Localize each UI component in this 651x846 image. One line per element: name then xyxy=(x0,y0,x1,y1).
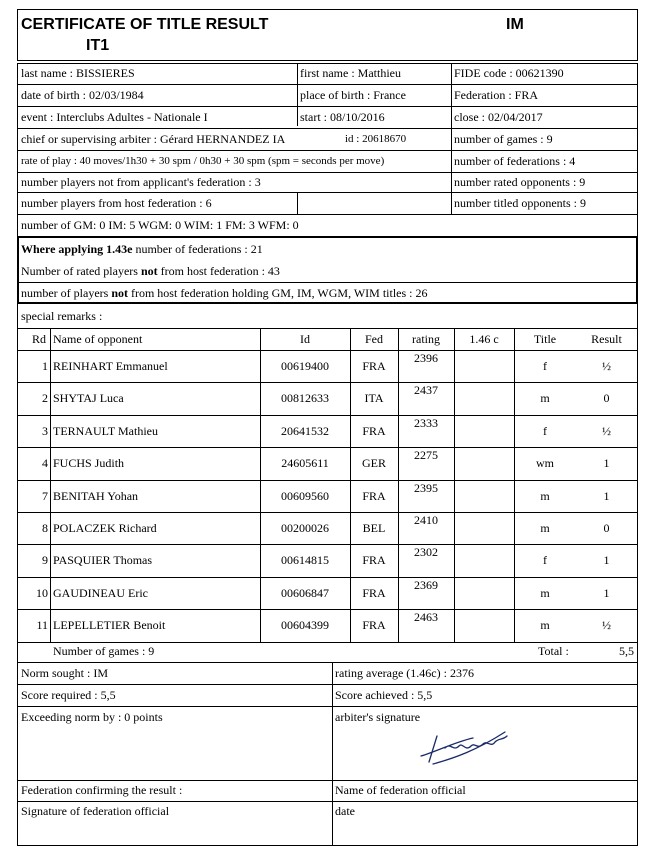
cell-rd: 9 xyxy=(42,553,48,568)
cell-rating: 2396 xyxy=(414,351,438,365)
cell-name: POLACZEK Richard xyxy=(53,521,157,535)
cell-fed: FRA xyxy=(362,359,386,373)
cell-rd: 4 xyxy=(42,456,48,471)
cell-rating: 2302 xyxy=(414,545,438,560)
cell-title: f xyxy=(543,423,547,438)
number-of-federations: number of federations : 4 xyxy=(454,154,576,168)
cell-name: PASQUIER Thomas xyxy=(53,553,153,568)
games-count: Number of games : 9 xyxy=(53,644,155,658)
applying-federations: Where applying 1.43e number of federations : 21 xyxy=(21,242,263,256)
cell-rating: 2275 xyxy=(414,448,438,463)
cell-fed: GER xyxy=(362,456,386,471)
federation-official-signature: Signature of federation official xyxy=(21,804,170,818)
cell-rd: 2 xyxy=(42,391,48,406)
cell-result: ½ xyxy=(602,423,611,438)
cell-id: 00619400 xyxy=(281,359,329,373)
last-name: last name : BISSIERES xyxy=(21,66,135,80)
cell-name: REINHART Emmanuel xyxy=(53,359,168,373)
federation-confirming: Federation confirming the result : xyxy=(21,783,183,797)
cell-rd: 3 xyxy=(42,423,48,438)
applying-rated-players: Number of rated players not from host federation : 43 xyxy=(21,264,280,278)
start-date: start : 08/10/2016 xyxy=(300,110,385,124)
titles-breakdown: number of GM: 0 IM: 5 WGM: 0 WIM: 1 FM: 3 WFM: 0 xyxy=(21,218,299,232)
first-name: first name : Matthieu xyxy=(300,66,401,80)
cell-fed: FRA xyxy=(362,488,386,503)
cell-result: 1 xyxy=(603,585,610,600)
cell-title: m xyxy=(540,521,550,535)
cell-rd: 11 xyxy=(36,618,48,633)
fide-code: FIDE code : 00621390 xyxy=(454,66,564,80)
cell-fed: FRA xyxy=(362,618,386,633)
cell-title: wm xyxy=(536,456,554,471)
players-not-applicant-fed: number players not from applicant's federation : 3 xyxy=(21,175,261,189)
rating-average: rating average (1.46c) : 2376 xyxy=(335,666,474,680)
cell-result: 1 xyxy=(603,553,610,568)
cell-rating: 2333 xyxy=(414,415,438,430)
score-achieved: Score achieved : 5,5 xyxy=(335,688,433,702)
place-of-birth: place of birth : France xyxy=(300,88,406,102)
cell-result: 1 xyxy=(603,456,610,471)
certificate-title: CERTIFICATE OF TITLE RESULT xyxy=(21,16,269,33)
cell-id: 00606847 xyxy=(281,585,329,600)
cell-name: BENITAH Yohan xyxy=(53,488,139,503)
total-label: Total : xyxy=(538,644,569,658)
col-header-id: Id xyxy=(300,332,310,346)
cell-title: m xyxy=(540,618,550,633)
date-of-birth: date of birth : 02/03/1984 xyxy=(21,88,144,102)
federation-official-name: Name of federation official xyxy=(335,783,466,797)
chief-arbiter: chief or supervising arbiter : Gérard HERNANDEZ IA xyxy=(21,132,286,146)
cell-title: m xyxy=(540,488,550,503)
cell-title: f xyxy=(543,553,547,568)
norm-code: IM xyxy=(506,16,524,33)
exceeding-norm: Exceeding norm by : 0 points xyxy=(21,710,163,724)
cell-rd: 1 xyxy=(42,359,48,373)
cell-name: SHYTAJ Luca xyxy=(53,391,124,406)
cell-id: 20641532 xyxy=(281,423,329,438)
cell-fed: BEL xyxy=(362,521,386,535)
special-remarks: special remarks : xyxy=(21,309,103,323)
cell-id: 00200026 xyxy=(281,521,329,535)
date-label: date xyxy=(335,804,355,818)
cell-name: GAUDINEAU Eric xyxy=(53,585,148,600)
col-header-result: Result xyxy=(591,332,622,346)
cell-fed: FRA xyxy=(362,553,386,568)
applying-titled-players: number of players not from host federation holding GM, IM, WGM, WIM titles : 26 xyxy=(21,286,428,300)
number-of-games: number of games : 9 xyxy=(454,132,553,146)
cell-rating: 2437 xyxy=(414,383,438,398)
rate-of-play: rate of play : 40 moves/1h30 + 30 spm / 0h30 + 30 spm (spm = seconds per move) xyxy=(21,155,385,167)
cell-rating: 2395 xyxy=(414,480,438,495)
col-header-title: Title xyxy=(533,332,557,346)
arbiter-signature-label: arbiter's signature xyxy=(335,710,421,724)
cell-fed: FRA xyxy=(362,585,386,600)
cell-rating: 2369 xyxy=(414,577,438,592)
cell-result: ½ xyxy=(602,618,611,633)
federation: Federation : FRA xyxy=(454,88,538,102)
titled-opponents: number titled opponents : 9 xyxy=(454,196,586,210)
cell-id: 00609560 xyxy=(281,488,329,503)
cell-result: 1 xyxy=(603,488,610,503)
cell-rating: 2410 xyxy=(414,513,438,527)
col-header-rd: Rd xyxy=(32,332,47,346)
cell-name: LEPELLETIER Benoit xyxy=(53,618,166,633)
norm-sought: Norm sought : IM xyxy=(21,666,108,680)
arbiter-signature xyxy=(415,722,515,770)
cell-id: 00604399 xyxy=(281,618,329,633)
event: event : Interclubs Adultes - Nationale I xyxy=(21,110,208,124)
cell-rd: 10 xyxy=(36,585,48,600)
arbiter-id: id : 20618670 xyxy=(345,133,407,145)
cell-result: ½ xyxy=(602,359,611,373)
cell-fed: FRA xyxy=(362,423,386,438)
cell-result: 0 xyxy=(603,391,610,406)
col-header-146c: 1.46 c xyxy=(469,332,499,346)
cell-id: 00812633 xyxy=(281,391,329,406)
col-header-name: Name of opponent xyxy=(53,332,143,346)
players-host-fed: number players from host federation : 6 xyxy=(21,196,212,210)
cell-fed: ITA xyxy=(364,391,384,406)
cell-title: m xyxy=(540,585,550,600)
score-required: Score required : 5,5 xyxy=(21,688,116,702)
cell-id: 24605611 xyxy=(281,456,329,471)
cell-title: f xyxy=(543,359,547,373)
cell-name: TERNAULT Mathieu xyxy=(53,423,158,438)
col-header-rating: rating xyxy=(412,332,440,346)
certificate-subtitle: IT1 xyxy=(86,37,110,54)
col-header-fed: Fed xyxy=(365,332,383,346)
cell-rd: 8 xyxy=(42,521,48,535)
cell-id: 00614815 xyxy=(281,553,329,568)
cell-result: 0 xyxy=(603,521,610,535)
cell-title: m xyxy=(540,391,550,406)
cell-rd: 7 xyxy=(42,488,48,503)
close-date: close : 02/04/2017 xyxy=(454,110,543,124)
cell-rating: 2463 xyxy=(414,610,438,625)
cell-name: FUCHS Judith xyxy=(53,456,125,471)
total-value: 5,5 xyxy=(619,644,634,658)
rated-opponents: number rated opponents : 9 xyxy=(454,175,586,189)
